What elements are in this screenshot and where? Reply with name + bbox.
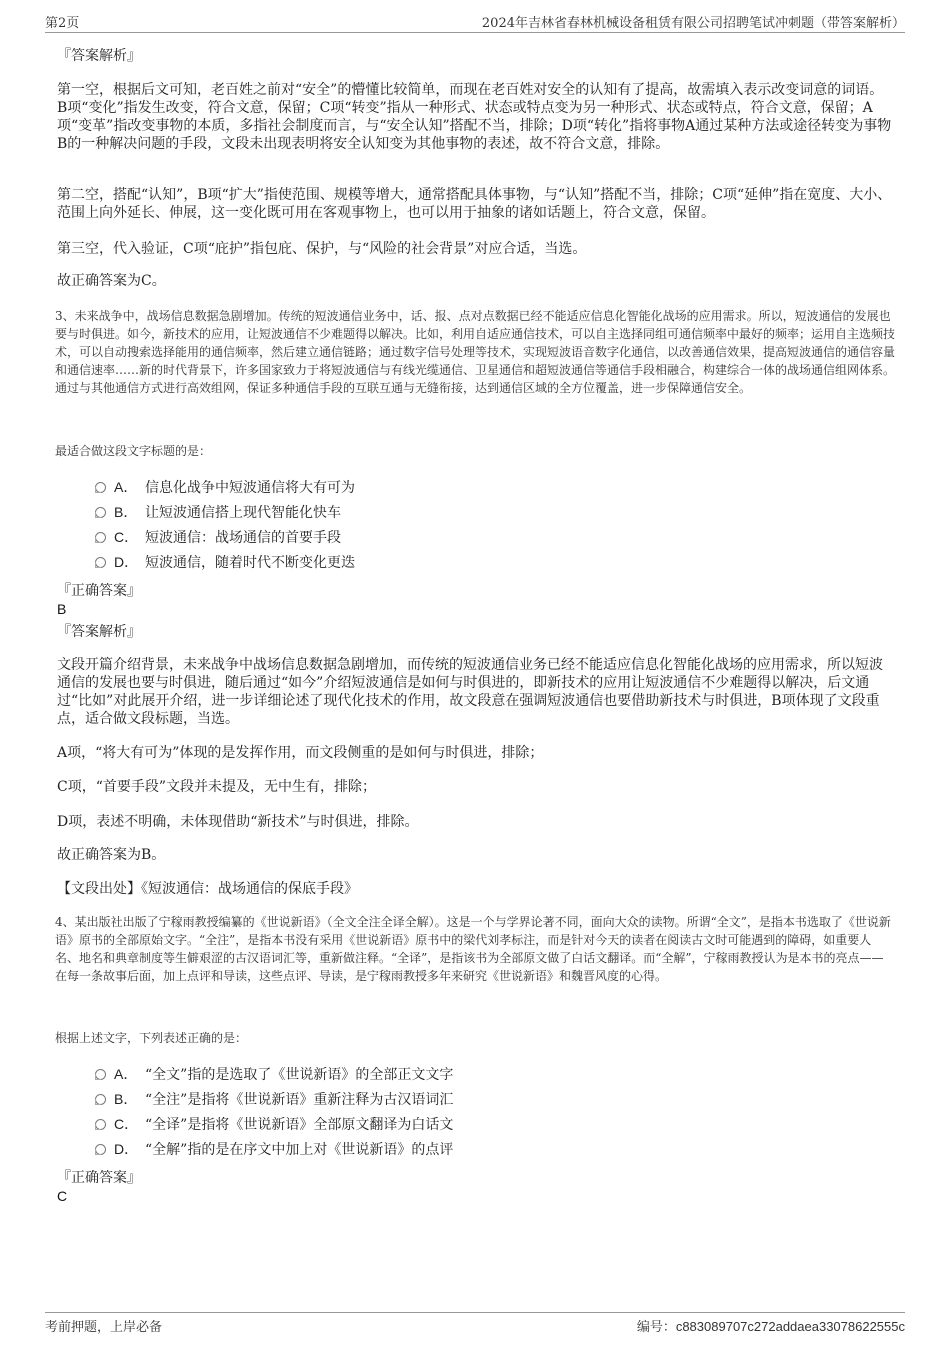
page-number: 第2页	[45, 16, 80, 31]
question-3-analysis-2: A项，“将大有可为”体现的是发挥作用，而文段侧重的是如何与时俱进，排除；	[57, 745, 544, 761]
radio-icon[interactable]	[95, 1119, 106, 1130]
radio-icon[interactable]	[95, 1144, 106, 1155]
question-4-answer: C	[57, 1188, 68, 1204]
question-3-analysis-1: 文段开篇介绍背景，未来战争中战场信息数据急剧增加，而传统的短波通信业务已经不能适应信息化智能化战场的应用需求，所以短波通信的发展也要与时俱进，随后通过“如今”介绍短波通信是如何与时俱进的，即新技术的应用让短波通信不少难题得以解决，后文通过“比如”对此展开介绍，进一步详细论述了现代化技术的作用，故文段意在强调短波通信也要借助新技术与时俱进，B项体现了文段重点，适合做文段标题，当选。	[57, 657, 883, 727]
radio-icon[interactable]	[95, 532, 106, 543]
radio-icon[interactable]	[95, 1069, 106, 1080]
page-header	[45, 8, 905, 33]
question-3-stem: 3、未来战争中，战场信息数据急剧增加。传统的短波通信业务中，话、报、点对点数据已经不能适应信息化智能化战场的应用需求。所以，短波通信的发展也要与时俱进。如今，新技术的应用，让短波通信不少难题得以解决。比如，利用自适应通信技术，可以自主选择同组可通信频率中最好的频率；运用自主选频技术，可以自动搜索选择能用的通信频率，然后建立通信链路；通过数字信号处理等技术，实现短波语音数字化通信，以改善通信效果，提高短波通信的通信容量和通信速率……新的时代背景下，许多国家致力于将短波通信与有线光缆通信、卫星通信和超短波通信等通信手段相融合，构建综合一体的战场通信组网体系。通过与其他通信方式进行高效组网，保证多种通信手段的互联互通与无缝衔接，达到通信区域的全方位覆盖，进一步保障通信安全。	[55, 309, 896, 395]
analysis-label: 『答案解析』	[57, 48, 141, 64]
radio-icon[interactable]	[95, 557, 106, 568]
page-footer	[45, 1312, 905, 1337]
document-id: 编号：c883089707c272addaea33078622555c	[636, 1319, 905, 1334]
radio-icon[interactable]	[95, 482, 106, 493]
analysis-paragraph-3: 第三空，代入验证，C项“庇护”指包庇、保护，与“风险的社会背景”对应合适，当选。	[57, 241, 587, 257]
question-3-answer: B	[57, 601, 67, 617]
analysis-paragraph-2: 第二空，搭配“认知”，B项“扩大”指使范围、规模等增大，通常搭配具体事物，与“认知”搭配不当，排除；C项“延伸”指在宽度、大小、范围上向外延长、伸展，这一变化既可用在客观事物上，也可以用于抽象的诸如话题上，符合文意，保留。	[57, 187, 892, 221]
question-3-source: 【文段出处】《短波通信：战场通信的保底手段》	[57, 881, 358, 897]
question-4-prompt: 根据上述文字，下列表述正确的是：	[55, 1031, 248, 1045]
radio-icon[interactable]	[95, 507, 106, 518]
radio-icon[interactable]	[95, 1094, 106, 1105]
document-title: 2024年吉林省春林机械设备租赁有限公司招聘笔试冲刺题（带答案解析）	[481, 16, 905, 31]
analysis-conclusion: 故正确答案为C。	[57, 273, 166, 289]
question-4-answer-label: 『正确答案』	[57, 1170, 141, 1186]
question-3-analysis-label: 『答案解析』	[57, 624, 141, 640]
question-3-analysis-5: 故正确答案为B。	[57, 847, 166, 863]
question-3-prompt: 最适合做这段文字标题的是：	[55, 444, 212, 458]
footer-slogan: 考前押题，上岸必备	[45, 1320, 163, 1335]
question-3-analysis-4: D项，表述不明确，未体现借助“新技术”与时俱进，排除。	[57, 814, 419, 830]
question-4-stem: 4、某出版社出版了宁稼雨教授编纂的《世说新语》（全文全注全译全解）。这是一个与学界论著不同，面向大众的读物。所谓“全文”，是指本书选取了《世说新语》原书的全部原始文字。“全注”，是指本书没有采用《世说新语》原书中的梁代刘孝标注，而是针对今天的读者在阅读古文时可能遇到的障碍，如重要人名、地名和典章制度等生僻艰涩的古汉语词汇等，重新做注释。“全译”，是指该书为全部原文做了白话文翻译。而“全解”，宁稼雨教授认为是本书的亮点——在每一条故事后面，加上点评和导读，这些点评、导读，是宁稼雨教授多年来研究《世说新语》和魏晋风度的心得。	[55, 915, 891, 983]
analysis-paragraph-1: 第一空，根据后文可知，老百姓之前对“安全”的懵懂比较简单，而现在老百姓对安全的认知有了提高，故需填入表示改变词意的词语。B项“变化”指发生改变，符合文意，保留；C项“转变”指从一种形式、状态或特点变为另一种形式、状态或特点，符合文意，保留；A项“变革”指改变事物的本质，多指社会制度而言，与“安全认知”搭配不当，排除；D项“转化”指将事物A通过某种方法或途径转变为事物B的一种解决问题的手段，文段未出现表明将安全认知变为其他事物的表述，故不符合文意，排除。	[57, 82, 892, 152]
question-3-analysis-3: C项，“首要手段”文段并未提及，无中生有，排除；	[57, 779, 377, 795]
question-3-answer-label: 『正确答案』	[57, 583, 141, 599]
